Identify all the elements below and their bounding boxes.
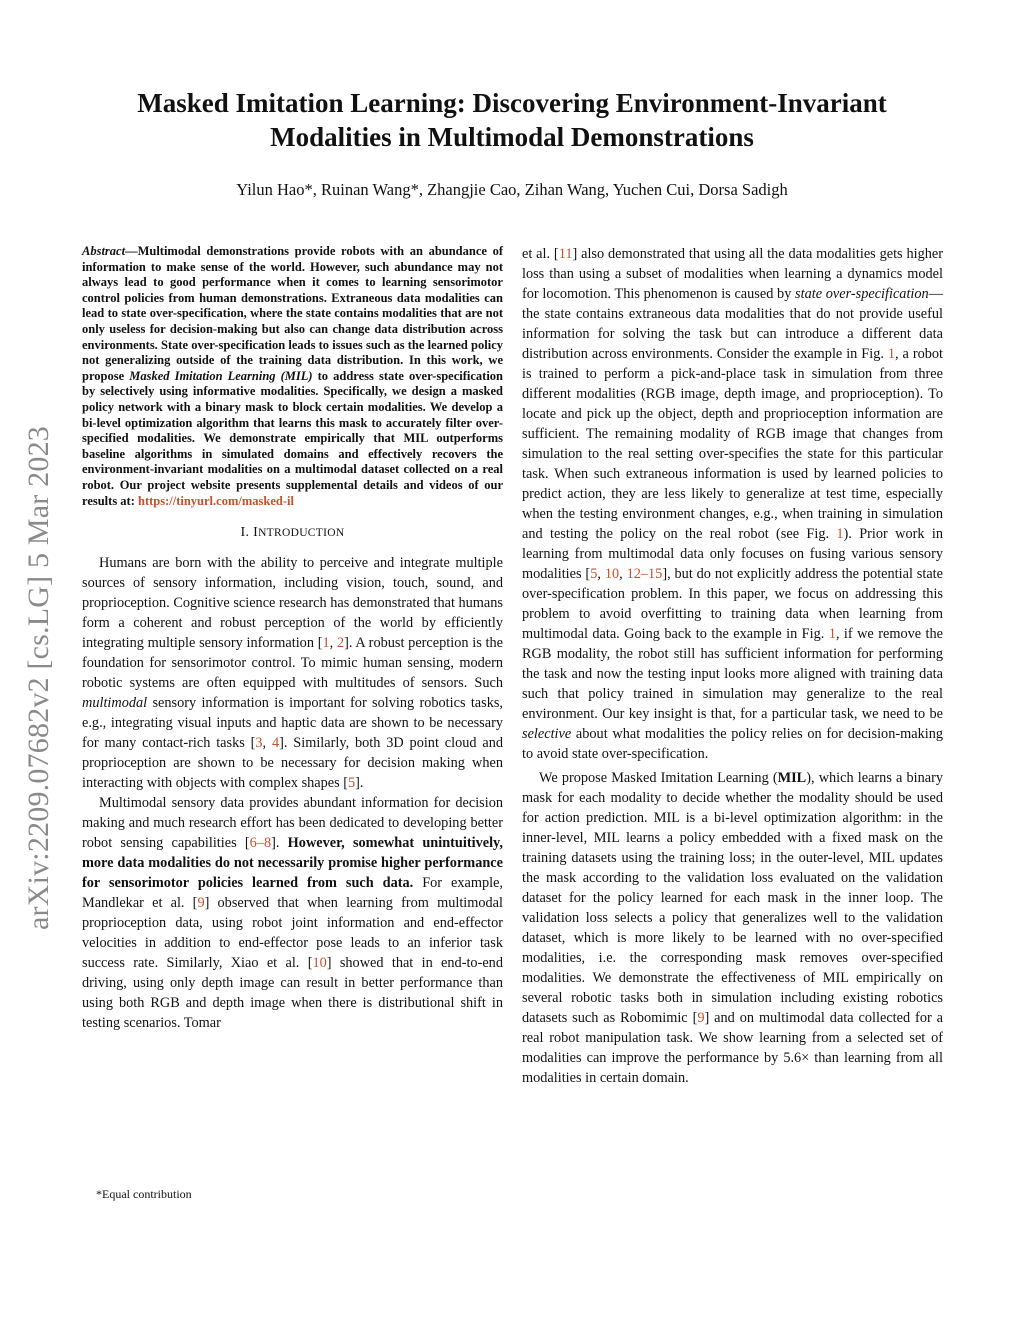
figure-link[interactable]: 1 [836, 526, 844, 542]
citation-link[interactable]: 5 [348, 775, 356, 792]
paper-title [60, 86, 964, 154]
citation-link[interactable]: 1 [322, 635, 330, 652]
citation-link[interactable]: 9 [697, 1010, 705, 1026]
author-list: Yilun Hao*, Ruinan Wang*, Zhangjie Cao, Zihan Wang, Yuchen Cui, Dorsa Sadigh [236, 180, 788, 199]
title-line-1: Masked Imitation Learning: Discovering Environment-Invariant [137, 88, 887, 118]
citation-link[interactable]: 10 [604, 566, 620, 582]
citation-link[interactable]: 12–15 [626, 566, 663, 582]
right-paragraph-2: We propose Masked Imitation Learning (MIL), which learns a binary mask for each modality to decide whether the modality should be used for action prediction. MIL is a bi-level optimization algorithm: in the inner-level, MIL learns a policy embedded with a fixed mask on the training datasets using the training loss; in the outer-level, MIL updates the mask according to the validation loss evaluated on the validation dataset for the policy learned for each mask in the inner loop. The validation loss selects a policy that generalizes well to the validation dataset, which is more likely to be learned with no over-specified modalities, i.e. the corresponding mask removes over-specified modalities. We demonstrate the effectiveness of MIL empirically on several robotic tasks both in simulation including existing robotics datasets such as Robomimic [9] and on multimodal data collected for a real robot manipulation task. We show learning from a selected set of modalities can improve the performance by 5.6× than learning from all modalities in certain domain. [522, 770, 944, 1086]
abstract-label: Abstract [82, 244, 126, 258]
citation-link[interactable]: 9 [197, 895, 205, 912]
citation-link[interactable]: 6–8 [249, 835, 272, 852]
right-paragraph-1: et al. [11] also demonstrated that using all the data modalities gets higher loss than using a subset of modalities when learning a dynamics model for locomotion. This phenomenon is caused by state over-specification—the state contains extraneous data modalities that do not provide useful information for solving the task but can introduce a different data distribution across environments. Consider the example in Fig. 1, a robot is trained to perform a pick-and-place task in simulation from three different modalities (RGB image, depth image, and proprioception). To locate and pick up the object, depth and proprioception information are sufficient. The remaining modality of RGB image that changes from simulation to the real setting over-specifies the state for this particular task. When such extraneous information is used by learned policies to predict action, they are less likely to generalize at test time, especially when the testing environment changes, e.g., when training in simulation and testing the policy on the real robot (see Fig. 1). Prior work in learning from multimodal data only focuses on fusing various sensory modalities [5, 10, 12–15], but do not explicitly address the potential state over-specification problem. In this paper, we focus on addressing this problem to avoid overfitting to training data when learning from multimodal data. Going back to the example in Fig. 1, if we remove the RGB modality, the robot still has sufficient information for performing the task and now the testing input looks more aligned with training data such that policy trained in simulation may generalize to the real environment. Our key insight is that, for a particular task, we need to be selective about what modalities the policy relies on for decision-making to avoid state over-specification. [522, 246, 944, 762]
intro-paragraph-1: Humans are born with the ability to perceive and integrate multiple sources of sensory information, including vision, touch, sound, and proprioception. Cognitive science research has demonstrated that humans form a coherent and robust perception of the world by efficiently integrating multiple sensory information [1, 2]. A robust perception is the foundation for sensorimotor control. To mimic human sensing, modern robotic systems are often equipped with multitudes of sensors. Such multimodal sensory information is important for solving robotics tasks, e.g., integrating visual inputs and haptic data are shown to be necessary for many contact-rich tasks [3, 4]. Similarly, both 3D point cloud and proprioception are shown to be necessary for decision making when interacting with objects with complex shapes [5]. [82, 555, 504, 792]
left-column [82, 244, 503, 1033]
citation-link[interactable]: 2 [336, 635, 345, 652]
citation-link[interactable]: 4 [271, 735, 280, 752]
title-line-2: Modalities in Multimodal Demonstrations [270, 122, 754, 152]
citation-link[interactable]: 11 [558, 246, 573, 262]
footnote: *Equal contribution [96, 1187, 192, 1201]
abstract: Abstract—Multimodal demonstrations provide robots with an abundance of information to make sense of the world. However, such abundance may not always lead to good performance when it comes to learning sensorimotor control policies from human demonstrations. Extraneous data modalities can lead to state over-specification, where the state contains modalities that are not only useless for decision-making but also can change data distribution across environments. State over-specification leads to issues such as the learned policy not generalizing outside of the training data distribution. In this work, we propose Masked Imitation Learning (MIL) to address state over-specification by selectively using informative modalities. Specifically, we design a masked policy network with a binary mask to block certain modalities. We develop a bi-level optimization algorithm that learns this mask to accurately filter over-specified modalities. We demonstrate empirically that MIL outperforms baseline algorithms in simulated domains and effectively recovers the environment-invariant modalities on a multimodal dataset collected on a real robot. Our project website presents supplemental details and videos of our results at: https://tinyurl.com/masked-il [82, 244, 504, 508]
citation-link[interactable]: 5 [590, 566, 598, 582]
citation-link[interactable]: 3 [255, 735, 263, 752]
citation-link[interactable]: 10 [312, 955, 327, 972]
section-heading-introduction: I. INTRODUCTION [240, 525, 345, 541]
arxiv-identifier: arXiv:2209.07682v2 [cs.LG] 5 Mar 2023 [22, 426, 55, 930]
figure-link[interactable]: 1 [828, 626, 836, 642]
mil-name: Masked Imitation Learning (MIL) [129, 368, 313, 383]
project-website-link[interactable]: https://tinyurl.com/masked-il [138, 493, 294, 508]
right-column [522, 244, 943, 1088]
intro-paragraph-2: Multimodal sensory data provides abundant information for decision making and much research effort has been dedicated to developing better robot sensing capabilities [6–8]. However, somewhat unintuitively, more data modalities do not necessarily promise higher performance for sensorimotor policies learned from such data. For example, Mandlekar et al. [9] observed that when learning from multimodal proprioception data, using robot joint information and end-effector velocities in addition to end-effector pose leads to an inferior task success rate. Similarly, Xiao et al. [10] showed that in end-to-end driving, using only depth image can result in better performance than using both RGB and depth image when there is distributional shift in testing scenarios. Tomar [82, 795, 503, 1032]
figure-link[interactable]: 1 [887, 346, 896, 362]
